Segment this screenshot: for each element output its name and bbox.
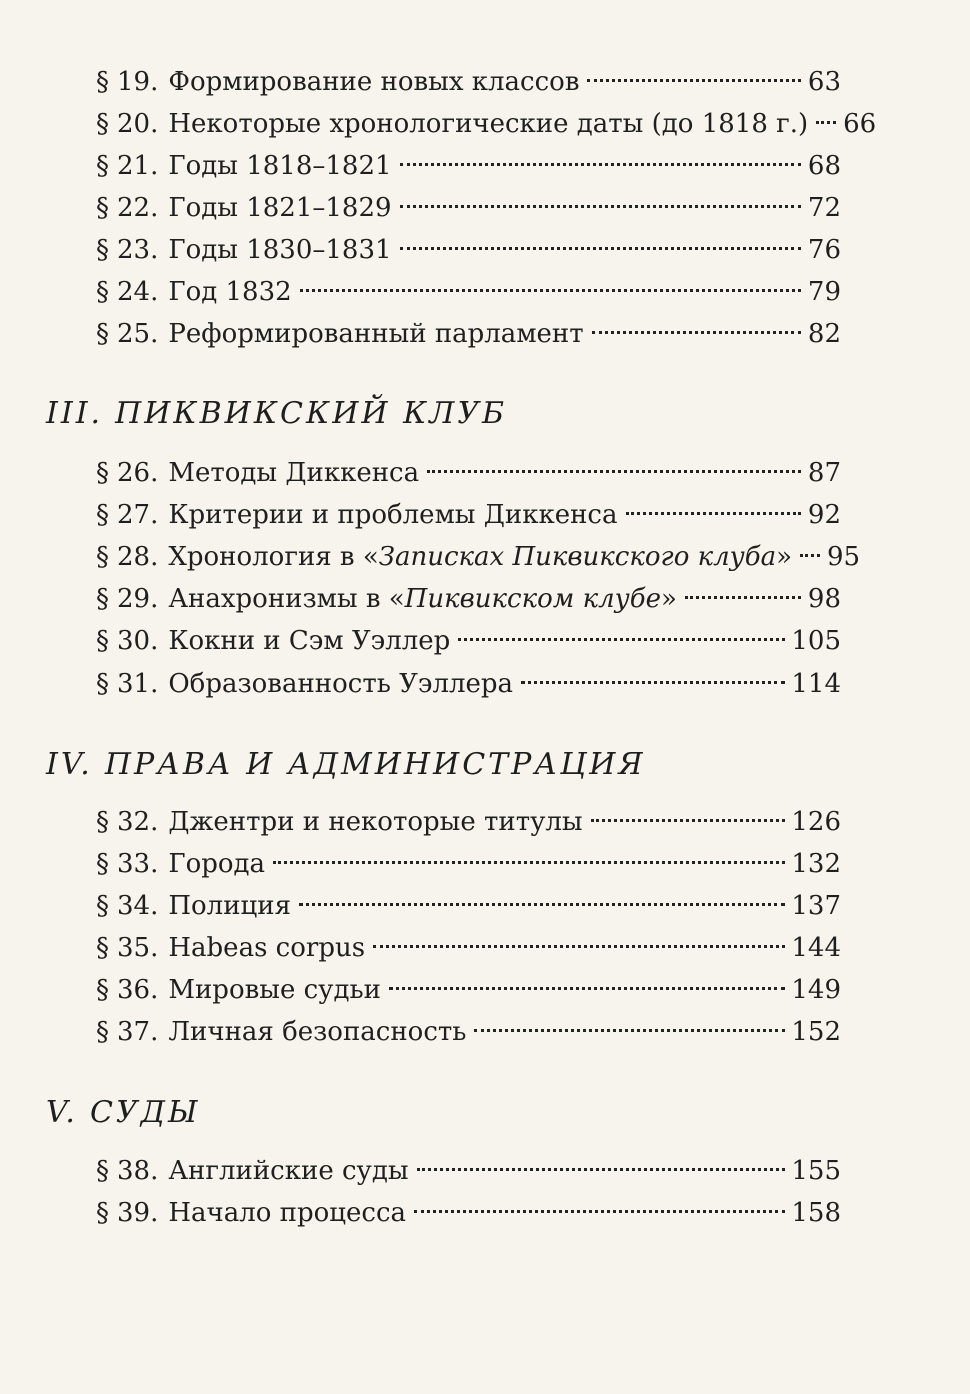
section-roman-numeral: IV. [46,747,93,782]
toc-entry [96,104,877,144]
dot-leader [300,289,801,292]
section-symbol: § [96,235,109,265]
section-symbol: § [96,193,109,223]
toc-entry-number: 20. [117,109,159,139]
title-text: » [661,584,677,614]
section-title: ПИКВИКСКИЙ КЛУБ [115,396,508,431]
toc-entry-title: Некоторые хронологические даты (до 1818 г.) [168,109,809,139]
toc-entry-title: Методы Диккенса [168,458,420,488]
toc-entry [96,146,841,186]
toc-entry-title: Начало процесса [168,1198,407,1228]
toc-entry-number: 23. [117,235,159,265]
toc-entry [96,802,841,842]
toc-entry-number: 26. [117,458,159,488]
dot-leader [427,470,801,473]
toc-entry [96,579,841,619]
toc-entry-title: Джентри и некоторые титулы [168,807,583,837]
toc-entry-title: Полиция [168,891,291,921]
section-heading [46,742,646,788]
toc-entry-number: 32. [117,807,159,837]
dot-leader [400,247,801,250]
toc-entry-page: 98 [807,584,841,614]
toc-entry [96,621,841,661]
toc-entry-number: 39. [117,1198,159,1228]
toc-entry-title: Формирование новых классов [168,67,580,97]
dot-leader [474,1029,785,1032]
toc-entry-page: 63 [807,67,841,97]
dot-leader [458,638,785,641]
dot-leader [400,205,801,208]
dot-leader [626,512,802,515]
section-symbol: § [96,933,109,963]
toc-entry-page: 105 [791,626,841,656]
toc-entry-title: Реформированный парламент [168,319,584,349]
toc-entry-page: 76 [807,235,841,265]
toc-entry-page: 72 [807,193,841,223]
toc-entry-page: 66 [843,109,877,139]
dot-leader [389,987,785,990]
toc-entry-title: Годы 1830–1831 [168,235,392,265]
toc-entry-title: Годы 1821–1829 [168,193,392,223]
section-symbol: § [96,458,109,488]
section-symbol: § [96,807,109,837]
toc-entry-number: 38. [117,1156,159,1186]
dot-leader [414,1210,785,1213]
section-symbol: § [96,849,109,879]
title-text: Хронология в « [168,542,379,572]
toc-entry-number: 19. [117,67,159,97]
toc-entry-title [168,537,792,577]
toc-entry [96,230,841,270]
dot-leader [587,79,801,82]
toc-entry [96,272,841,312]
section-symbol: § [96,67,109,97]
dot-leader [400,163,801,166]
section-roman-numeral: III. [46,396,104,431]
toc-entry-page: 79 [807,277,841,307]
dot-leader [591,819,786,822]
dot-leader [800,554,820,557]
toc-entry-number: 36. [117,975,159,1005]
section-symbol: § [96,109,109,139]
toc-entry-number: 25. [117,319,159,349]
toc-entry-title: Habeas corpus [168,933,366,963]
section-symbol: § [96,1156,109,1186]
toc-entry [96,495,841,535]
toc-entry-page: 152 [791,1017,841,1047]
toc-entry-title: Образованность Уэллера [168,669,514,699]
section-symbol: § [96,626,109,656]
toc-entry-page: 95 [826,542,861,572]
toc-entry-number: 24. [117,277,159,307]
toc-entry-number: 37. [117,1017,159,1047]
toc-entry-page: 92 [807,500,841,530]
toc-entry [96,62,841,102]
dot-leader [373,945,785,948]
toc-entry-title: Критерии и проблемы Диккенса [168,500,618,530]
section-heading [46,391,507,437]
toc-entry [96,970,841,1010]
title-text: Анахронизмы в « [168,584,405,614]
section-symbol: § [96,584,109,614]
title-text: » [776,542,793,572]
section-symbol: § [96,891,109,921]
toc-entry-number: 33. [117,849,159,879]
section-symbol: § [96,1198,109,1228]
section-symbol: § [96,500,109,530]
section-heading [46,1090,201,1136]
section-symbol: § [96,319,109,349]
toc-entry-number: 31. [117,669,159,699]
toc-entry-page: 132 [791,849,841,879]
dot-leader [273,861,785,864]
toc-entry-page: 114 [791,669,841,699]
section-roman-numeral: V. [46,1095,78,1130]
toc-entry-title: Личная безопасность [168,1017,467,1047]
toc-entry-title: Мировые судьи [168,975,381,1005]
dot-leader [816,121,836,124]
toc-entry [96,188,841,228]
toc-entry-title [168,579,677,619]
toc-entry-page: 155 [791,1156,841,1186]
toc-entry-page: 68 [807,151,841,181]
toc-entry-number: 27. [117,500,159,530]
toc-entry [96,886,841,926]
toc-entry-number: 35. [117,933,159,963]
toc-entry-title: Годы 1818–1821 [168,151,392,181]
toc-entry [96,844,841,884]
section-symbol: § [96,1017,109,1047]
toc-entry [96,453,841,493]
toc-entry-number: 22. [117,193,159,223]
toc-entry-number: 30. [117,626,159,656]
section-symbol: § [96,277,109,307]
dot-leader [592,331,801,334]
toc-entry-page: 87 [807,458,841,488]
toc-entry [96,1012,841,1052]
toc-entry-page: 158 [791,1198,841,1228]
toc-entry [96,1193,841,1233]
section-title: СУДЫ [89,1095,201,1130]
toc-entry-page: 126 [791,807,841,837]
toc-entry-page: 144 [791,933,841,963]
dot-leader [521,681,785,684]
toc-entry-title: Английские суды [168,1156,409,1186]
section-symbol: § [96,669,109,699]
section-title: ПРАВА И АДМИНИСТРАЦИЯ [104,747,646,782]
toc-entry-number: 21. [117,151,159,181]
book-title-italic: Записках Пиквикского клуба [378,542,777,572]
toc-entry [96,928,841,968]
toc-entry-number: 34. [117,891,159,921]
dot-leader [417,1168,786,1171]
toc-entry-page: 137 [791,891,841,921]
toc-entry-title: Города [168,849,266,879]
toc-entry-number: 29. [117,584,159,614]
section-symbol: § [96,542,109,572]
toc-entry-page: 82 [807,319,841,349]
toc-entry-title: Год 1832 [168,277,292,307]
toc-entry-number: 28. [117,542,159,572]
toc-entry-title: Кокни и Сэм Уэллер [168,626,451,656]
dot-leader [299,903,785,906]
toc-entry [96,1151,841,1191]
toc-entry [96,314,841,354]
toc-entry-page: 149 [791,975,841,1005]
dot-leader [685,596,801,599]
toc-entry [96,537,861,577]
section-symbol: § [96,151,109,181]
toc-entry [96,664,841,704]
book-title-italic: Пиквикском клубе [404,584,662,614]
section-symbol: § [96,975,109,1005]
